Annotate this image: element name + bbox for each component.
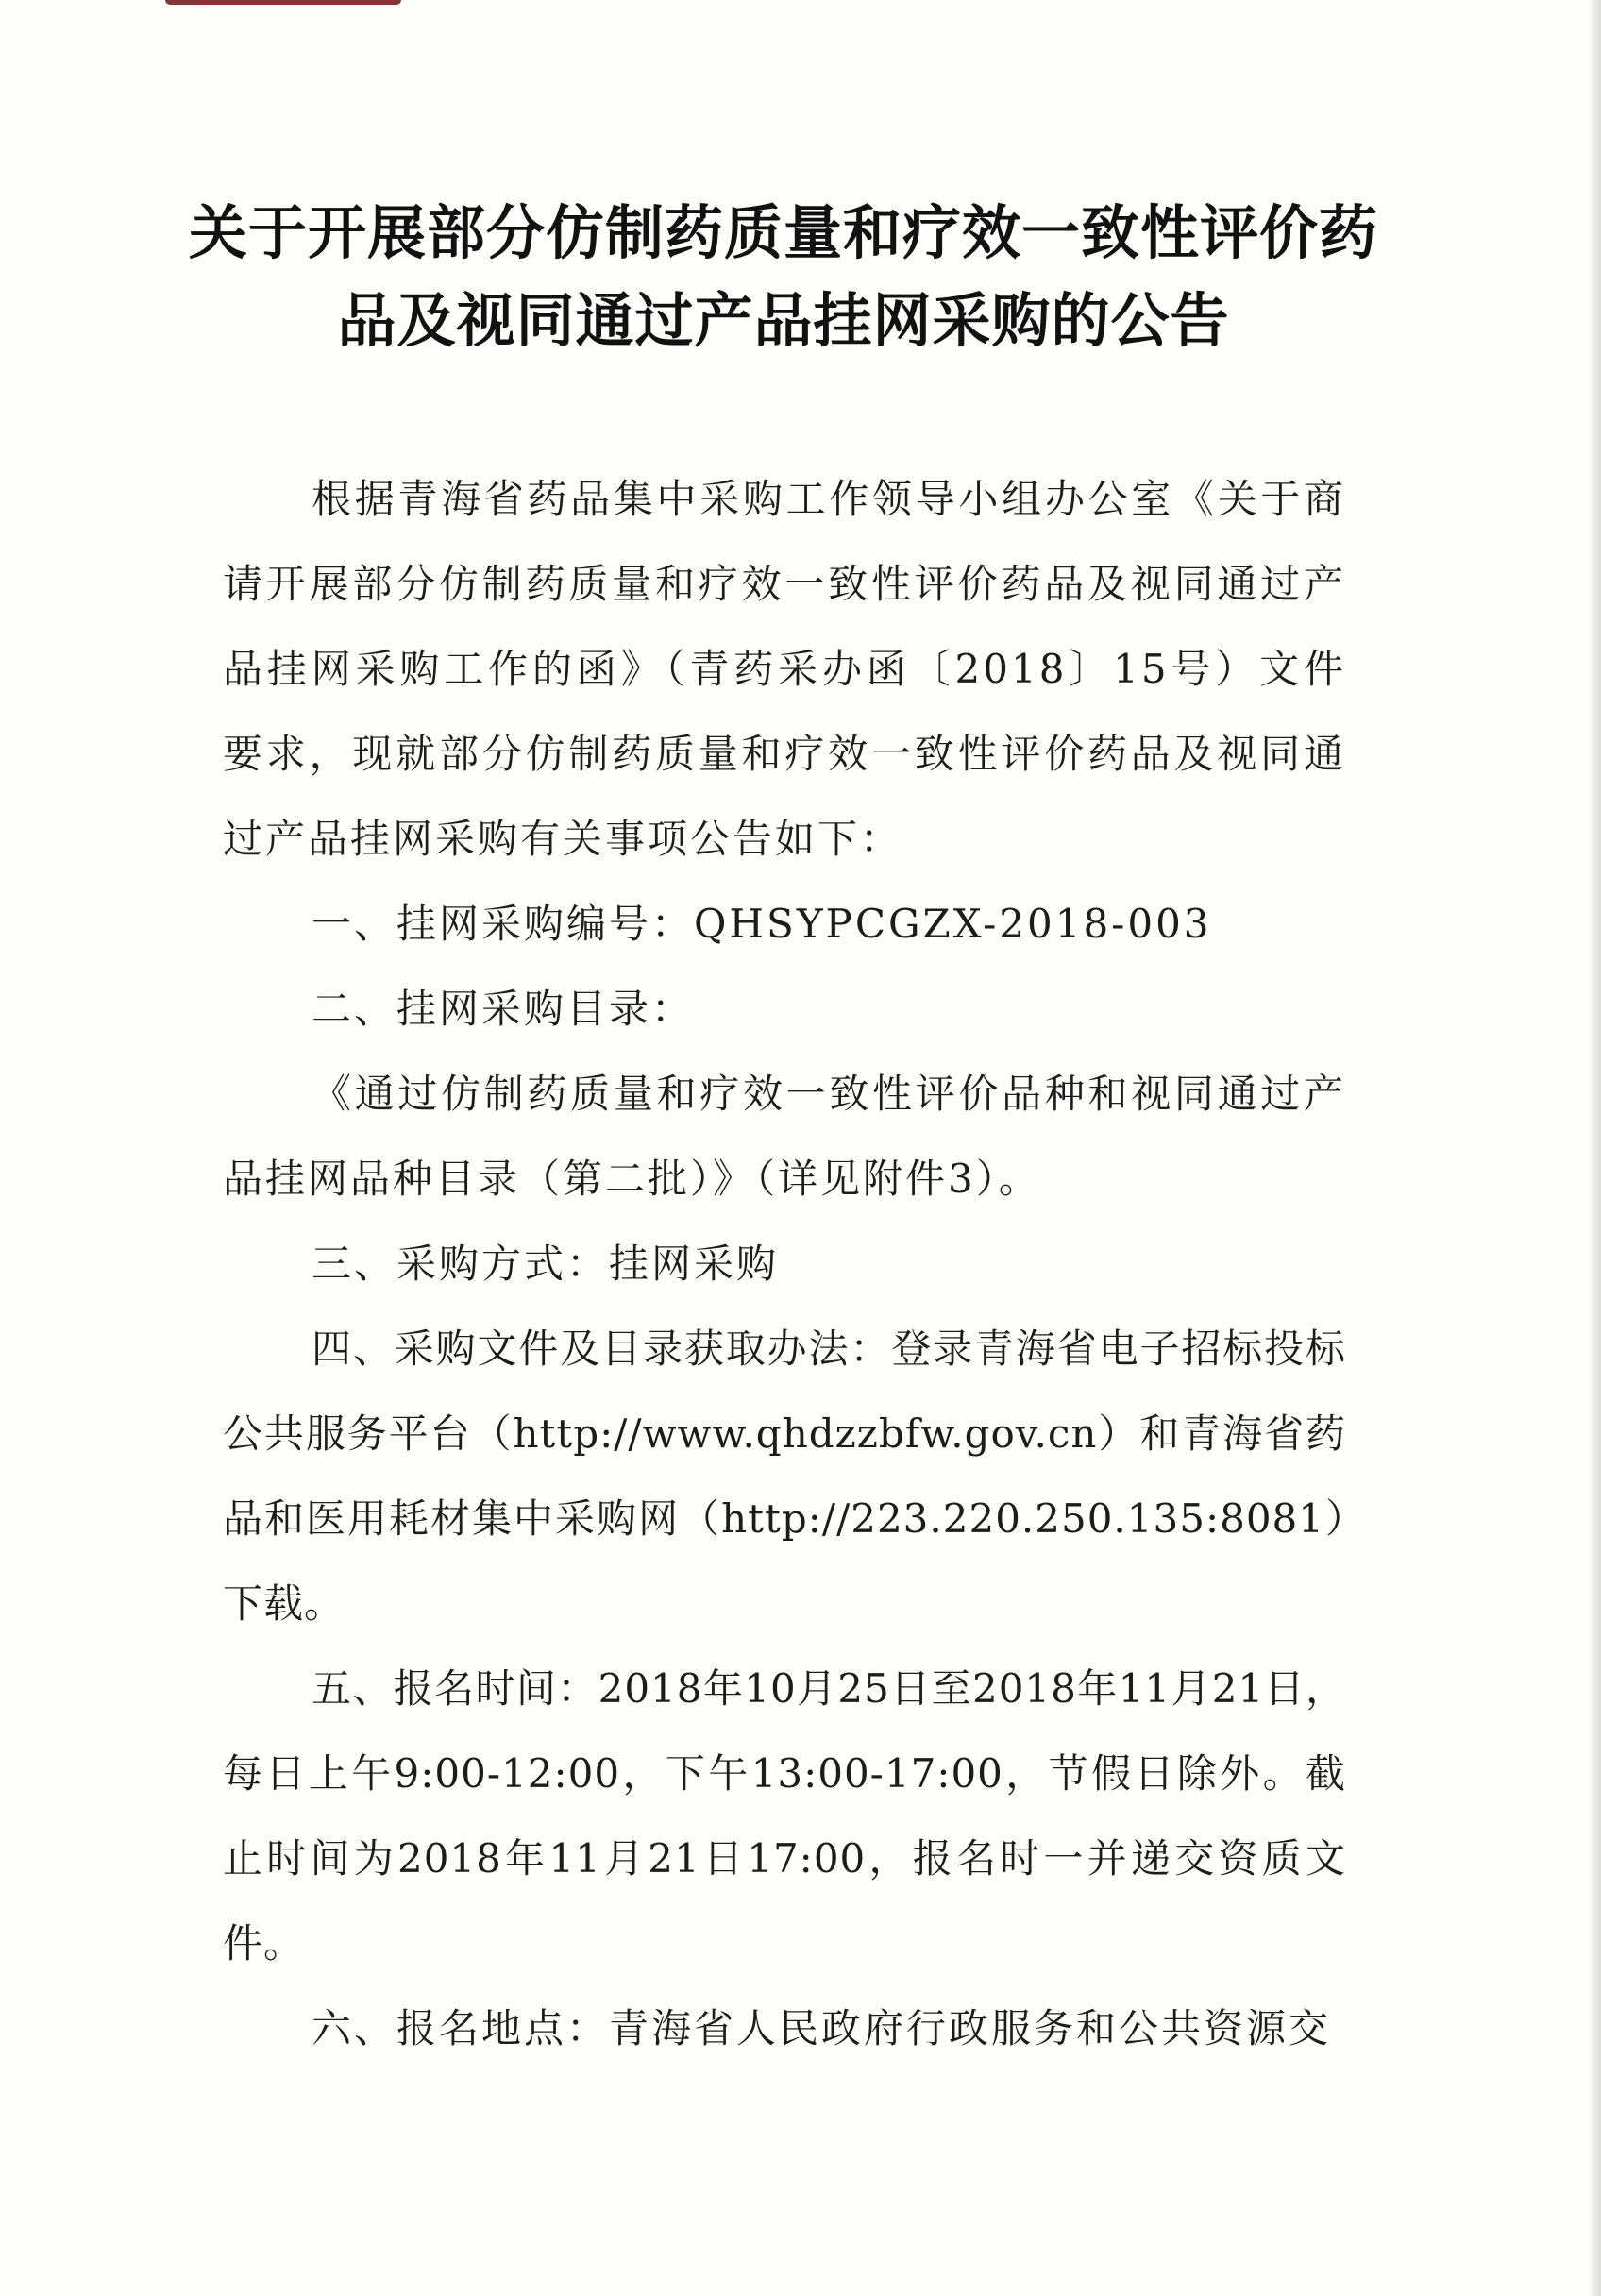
paragraph-item-1-procurement-number: 一、挂网采购编号：QHSYPCGZX-2018-003	[312, 901, 1212, 947]
paragraph-item-5-registration-time: 五、报名时间：2018年10月25日至2018年11月21日，每日上午9:00-12:00，下午13:00-17:00，节假日除外。截止时间为2018年11月21日17:00，报名时一并递交资质文件。	[223, 1665, 1346, 1967]
document-body	[223, 457, 1346, 2071]
paragraph-item-6-registration-location: 六、报名地点：青海省人民政府行政服务和公共资源交	[312, 2005, 1332, 2051]
paragraph-item-3-procurement-method: 三、采购方式：挂网采购	[312, 1241, 780, 1287]
scan-edge-mark	[165, 0, 401, 5]
scan-top-edge	[0, 0, 1601, 9]
scan-right-edge-shadow	[1588, 0, 1601, 2296]
paragraph-item-2-catalog-detail: 《通过仿制药质量和疗效一致性评价品种和视同通过产品挂网品种目录（第二批）》（详见附件3）。	[223, 1071, 1346, 1202]
document-title: 关于开展部分仿制药质量和疗效一致性评价药品及视同通过产品挂网采购的公告	[189, 198, 1379, 355]
paragraph-item-4-document-access: 四、采购文件及目录获取办法：登录青海省电子招标投标公共服务平台（http://www.qhdzzbfw.gov.cn）和青海省药品和医用耗材集中采购网（http://223.220.250.135:8081）下载。	[223, 1325, 1346, 1627]
paragraph-item-2-catalog-heading: 二、挂网采购目录：	[312, 986, 695, 1032]
paragraph-intro: 根据青海省药品集中采购工作领导小组办公室《关于商请开展部分仿制药质量和疗效一致性评价药品及视同通过产品挂网采购工作的函》（青药采办函〔2018〕15号）文件要求，现就部分仿制药质量和疗效一致性评价药品及视同通过产品挂网采购有关事项公告如下：	[223, 476, 1346, 862]
